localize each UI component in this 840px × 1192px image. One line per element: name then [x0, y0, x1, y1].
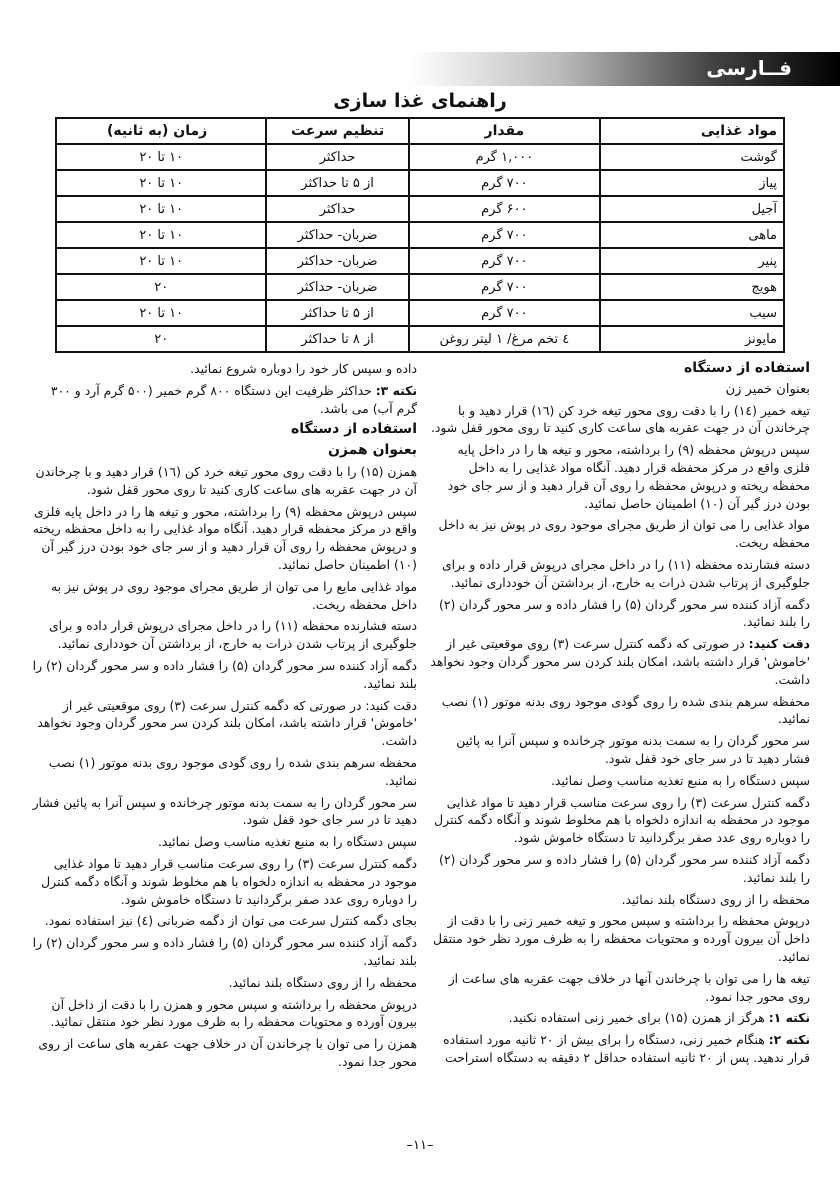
table-cell: ٤ تخم مرغ/ ۱ لیتر روغن [409, 326, 600, 352]
paragraph-text: سپس دستگاه را به منبع تغذیه مناسب وصل نمائید. [157, 834, 417, 850]
note-paragraph [32, 382, 417, 418]
paragraph-text: هنگام خمیر زنی، دستگاه را برای بیش از ۲۰ ثانیه مورد استفاده قرار ندهید. پس از ۲۰ ثانیه استفاده حداقل ۲ دقیقه به دستگاه استراحت [443, 1032, 810, 1065]
table-cell: از ۸ تا حداکثر [266, 326, 408, 352]
paragraph-text: تیغه خمیر (١٤) را با دقت روی محور تیغه خرد کن (١٦) قرار دهید و با چرخاندن آن در جهت عقربه های ساعت کاری کنید تا روی محور قفل شود. [430, 402, 810, 436]
paragraph-text: سپس درپوش محفظه (۹) را برداشته، محور و تیغه ها را در داخل پایه فلزی واقع در مرکز محفظه قرار دهید. آنگاه مواد غذایی را به داخل محفظه ریخته و درپوش محفظه را روی آن قرار دهید و از سر جای خود بودن درز گیر آن (۱۰) اطمینان حاصل نمائید. [32, 503, 417, 572]
language-label: فــارسی [706, 56, 792, 80]
table-cell: ماهی [600, 222, 784, 248]
note-label: دقت کنید: [748, 636, 810, 652]
table-cell: حداکثر [266, 144, 408, 170]
table-cell: ۲۰ [56, 274, 266, 300]
table-cell: ۷۰۰ گرم [409, 300, 600, 326]
table-cell: ۷۰۰ گرم [409, 170, 600, 196]
table-cell: ضربان- حداکثر [266, 274, 408, 300]
left-column [32, 360, 417, 1075]
table-cell: ۱۰ تا ۲۰ [56, 170, 266, 196]
column-header: مواد غذایی [600, 118, 784, 144]
table-row [56, 248, 784, 274]
table-cell: آجیل [600, 196, 784, 222]
instruction-paragraph [430, 441, 810, 512]
paragraph-text: تیغه ها را می توان با چرخاندن آنها در خلاف جهت عقربه های ساعت از روی محور جدا نمود. [448, 970, 810, 1004]
note-label: نکته ۲: [768, 1032, 810, 1048]
instruction-paragraph [32, 657, 417, 693]
instruction-paragraph [430, 596, 810, 632]
instruction-paragraph [32, 934, 417, 970]
table-cell: حداکثر [266, 196, 408, 222]
table-header-row [56, 118, 784, 144]
paragraph-text: سپس درپوش محفظه (۹) را برداشته، محور و تیغه ها را در داخل پایه فلزی واقع در مرکز محفظه قرار دهید. آنگاه مواد غذایی را به داخل محفظه ریخته و درپوش محفظه را روی آن قرار دهید و از سر جای خود بودن درز گیر آن (۱۰) اطمینان حاصل نمائید. [447, 442, 810, 511]
table-row [56, 196, 784, 222]
table-cell: ۱۰ تا ۲۰ [56, 300, 266, 326]
table-cell: گوشت [600, 144, 784, 170]
paragraph-text: دسته فشارنده محفظه (۱۱) را در داخل مجرای درپوش قرار داده و برای جلوگیری از پرتاب شدن ذرات به خارج، از برداشتن آن خودداری نمائید. [48, 618, 417, 652]
table-cell: پیاز [600, 170, 784, 196]
column-header: مقدار [409, 118, 600, 144]
note-paragraph [430, 635, 810, 688]
instruction-paragraph [32, 912, 417, 930]
instruction-paragraph [430, 402, 810, 438]
instruction-paragraph [32, 833, 417, 851]
page-number: –۱۱– [406, 1138, 434, 1153]
table-cell: ۱,۰۰۰ گرم [409, 144, 600, 170]
food-guide-table [55, 117, 785, 353]
instruction-paragraph [32, 617, 417, 653]
note-paragraph [430, 1009, 810, 1027]
table-cell: مایونز [600, 326, 784, 352]
note-label: نکته ۱: [768, 1010, 810, 1026]
language-header-bar [410, 52, 840, 86]
paragraph-text: در صورتی که دگمه کنترل سرعت (۳) روی موقعیتی غیر از 'خاموش' قرار داشته باشد، امکان بلند کردن سر محور گردان وجود نخواهد داشت. [430, 636, 810, 687]
instruction-paragraph [32, 974, 417, 992]
table-cell: ۱۰ تا ۲۰ [56, 144, 266, 170]
table-cell: ضربان- حداکثر [266, 248, 408, 274]
instruction-paragraph [430, 693, 810, 729]
table-cell: ۱۰ تا ۲۰ [56, 196, 266, 222]
table-cell: ۷۰۰ گرم [409, 248, 600, 274]
paragraph-text: محفظه سرهم بندی شده را روی گودی موجود روی بدنه موتور (۱) نصب نمائید. [441, 693, 810, 727]
table-row [56, 326, 784, 352]
instruction-paragraph [430, 794, 810, 847]
instruction-paragraph [430, 772, 810, 790]
table-cell: ۱۰ تا ۲۰ [56, 222, 266, 248]
instruction-paragraph [32, 697, 417, 750]
paragraph-text: درپوش محفظه را برداشته و سپس محور و تیغه خمیر زنی را با دقت از داخل آن بیرون آورده و محتویات محفظه را به ظرف مورد نظر خود منتقل نمائید. [432, 913, 810, 964]
instruction-paragraph [32, 794, 417, 830]
paragraph-text: بجای دگمه کنترل سرعت می توان از دگمه ضربانی (٤) نیز استفاده نمود. [44, 913, 417, 929]
table-cell: ۶۰۰ گرم [409, 196, 600, 222]
table-cell: ضربان- حداکثر [266, 222, 408, 248]
paragraph-text: همزن (۱۵) را با دقت روی محور تیغه خرد کن (١٦) قرار دهید و با چرخاندن آن در جهت عقربه های ساعت کاری کنید تا روی محور قفل شود. [35, 463, 417, 497]
table-row [56, 144, 784, 170]
instruction-paragraph [32, 855, 417, 908]
paragraph-text: محفظه را از روی دستگاه بلند نمائید. [228, 974, 417, 990]
paragraph-text: دگمه کنترل سرعت (۳) را روی سرعت مناسب قرار دهید تا مواد غذایی موجود در محفظه به اندازه دلخواه با هم مخلوط شوند و آنگاه دگمه کنترل را دوباره روی عدد صفر برگردانید تا دستگاه خاموش شود. [41, 855, 417, 907]
table-cell: سیب [600, 300, 784, 326]
column-header: زمان (به ثانیه) [56, 118, 266, 144]
column-header: تنظیم سرعت [266, 118, 408, 144]
paragraph-text: حداکثر ظرفیت این دستگاه ۸۰۰ گرم خمیر (۵۰۰ گرم آرد و ۳۰۰ گرم آب) می باشد. [50, 382, 417, 416]
instruction-paragraph [32, 578, 417, 614]
table-cell: از ۵ تا حداکثر [266, 300, 408, 326]
instruction-paragraph [32, 754, 417, 790]
section-subheading: بعنوان خمیر زن [725, 381, 810, 397]
paragraph-text: سر محور گردان را به سمت بدنه موتور چرخانده و سپس آنرا به پائین فشار دهید تا در سر جای خود قفل شود. [32, 794, 417, 828]
paragraph-text: دگمه آزاد کننده سر محور گردان (۵) را فشار داده و سر محور گردان (۲) را بلند نمائید. [439, 851, 810, 885]
instruction-paragraph [430, 851, 810, 887]
paragraph-text: دسته فشارنده محفظه (۱۱) را در داخل مجرای درپوش قرار داده و برای جلوگیری از پرتاب شدن ذرات به خارج، از برداشتن آن خودداری نمائید. [441, 556, 810, 590]
table-cell: ۷۰۰ گرم [409, 274, 600, 300]
table-row [56, 170, 784, 196]
section-heading: استفاده از دستگاه [291, 421, 417, 438]
paragraph-text: دقت کنید: در صورتی که دگمه کنترل سرعت (۳) روی موقعیتی غیر از 'خاموش' قرار داشته باشد، امکان بلند کردن سر محور گردان وجود نخواهد داشت. [37, 697, 417, 749]
section-heading: استفاده از دستگاه [684, 360, 810, 376]
paragraph-text: دگمه آزاد کننده سر محور گردان (۵) را فشار داده و سر محور گردان (۲) را بلند نمائید. [32, 657, 417, 691]
instruction-paragraph [430, 556, 810, 592]
paragraph-text: سر محور گردان را به سمت بدنه موتور چرخانده و سپس آنرا به پائین فشار دهید تا در سر جای خود قفل شود. [456, 733, 810, 766]
paragraph-text: دگمه آزاد کننده سر محور گردان (۵) را فشار داده و سر محور گردان (۲) را بلند نمائید. [32, 935, 417, 968]
note-label: نکته ۳: [375, 382, 417, 398]
paragraph-text: داده و سپس کار خود را دوباره شروع نمائید. [190, 361, 417, 376]
paragraph-text: سپس دستگاه را به منبع تغذیه مناسب وصل نمائید. [550, 772, 810, 788]
table-row [56, 274, 784, 300]
paragraph-text: مواد غذایی مایع را می توان از طریق مجرای موجود روی در پوش نیز به داخل محفظه ریخت. [51, 578, 417, 612]
table-cell: ۱۰ تا ۲۰ [56, 248, 266, 274]
table-row [56, 300, 784, 326]
paragraph-text: درپوش محفظه را برداشته و سپس محور و همزن را با دقت از داخل آن بیرون آورده و محتویات محفظه را به ظرف مورد نظر خود منتقل نمائید. [50, 996, 417, 1030]
paragraph-text: هرگز از همزن (۱۵) برای خمیر زنی استفاده نکنید. [508, 1010, 769, 1026]
right-column [430, 360, 810, 1071]
table-row [56, 222, 784, 248]
instruction-paragraph [32, 1035, 417, 1071]
table-cell: از ۵ تا حداکثر [266, 170, 408, 196]
instruction-paragraph [32, 503, 417, 574]
paragraph-text: دگمه آزاد کننده سر محور گردان (۵) را فشار داده و سر محور گردان (۲) را بلند نمائید. [439, 596, 810, 630]
instruction-paragraph [430, 516, 810, 552]
note-paragraph [430, 1031, 810, 1067]
paragraph-text: محفظه سرهم بندی شده را روی گودی موجود روی بدنه موتور (۱) نصب نمائید. [48, 754, 417, 788]
table-cell: ۷۰۰ گرم [409, 222, 600, 248]
instruction-paragraph [32, 996, 417, 1032]
table-cell: ۲۰ [56, 326, 266, 352]
table-cell: هویج [600, 274, 784, 300]
table-cell: پنیر [600, 248, 784, 274]
instruction-paragraph [32, 360, 417, 378]
paragraph-text: دگمه کنترل سرعت (۳) را روی سرعت مناسب قرار دهید تا مواد غذایی موجود در محفظه به اندازه دلخواه با هم مخلوط شوند و آنگاه دگمه کنترل را دوباره روی عدد صفر برگردانید تا دستگاه خاموش شود. [434, 794, 810, 846]
instruction-paragraph [430, 912, 810, 965]
instruction-paragraph [32, 463, 417, 499]
instruction-paragraph [430, 891, 810, 909]
paragraph-text: همزن را می توان با چرخاندن آن در خلاف جهت عقربه های ساعت از روی محور جدا نمود. [38, 1036, 417, 1069]
page-title: راهنمای غذا سازی [333, 90, 507, 112]
instruction-paragraph [430, 732, 810, 768]
paragraph-text: مواد غذایی را می توان از طریق مجرای موجود روی در پوش نیز به داخل محفظه ریخت. [438, 517, 810, 551]
section-subheading: بعنوان همزن [327, 442, 417, 459]
instruction-paragraph [430, 970, 810, 1006]
paragraph-text: محفظه را از روی دستگاه بلند نمائید. [621, 891, 810, 907]
